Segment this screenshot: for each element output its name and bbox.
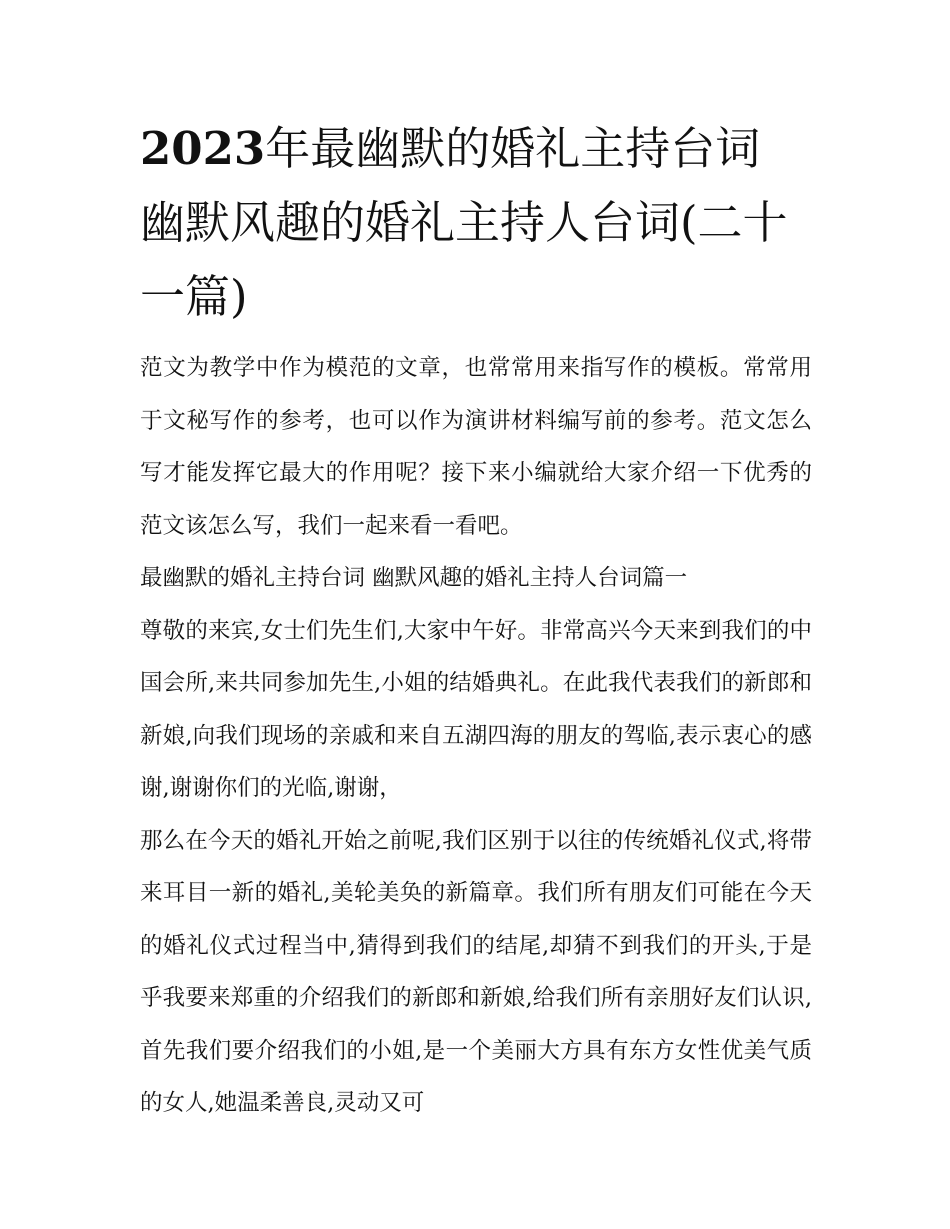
title-text: 年最幽默的婚礼主持台词 幽默风趣的婚礼主持人台词(二十一篇) bbox=[140, 122, 788, 323]
document-body bbox=[140, 342, 812, 1130]
intro-paragraph: 范文为教学中作为模范的文章，也常常用来指写作的模板。常常用于文秘写作的参考，也可以作为演讲材料编写前的参考。范文怎么写才能发挥它最大的作用呢？接下来小编就给大家介绍一下优秀的范文该怎么写，我们一起来看一看吧。 bbox=[140, 355, 812, 539]
document-title bbox=[140, 112, 812, 334]
title-year: 2023 bbox=[140, 122, 266, 175]
body-paragraph-2: 那么在今天的婚礼开始之前呢,我们区别于以往的传统婚礼仪式,将带来耳目一新的婚礼,美轮美奂的新篇章。我们所有朋友们可能在今天的婚礼仪式过程当中,猜得到我们的结尾,却猜不到我们的开头,于是乎我要来郑重的介绍我们的新郎和新娘,给我们所有亲朋好友们认识,首先我们要介绍我们的小姐,是一个美丽大方具有东方女性优美气质的女人,她温柔善良,灵动又可 bbox=[140, 827, 812, 1116]
body-paragraph-1: 尊敬的来宾,女士们先生们,大家中午好。非常高兴今天来到我们的中国会所,来共同参加先生,小姐的结婚典礼。在此我代表我们的新郎和新娘,向我们现场的亲戚和来自五湖四海的朋友的驾临,表示衷心的感谢,谢谢你们的光临,谢谢， bbox=[140, 617, 812, 801]
document-page bbox=[140, 112, 812, 1130]
section-heading: 最幽默的婚礼主持台词 幽默风趣的婚礼主持人台词篇一 bbox=[140, 565, 688, 591]
